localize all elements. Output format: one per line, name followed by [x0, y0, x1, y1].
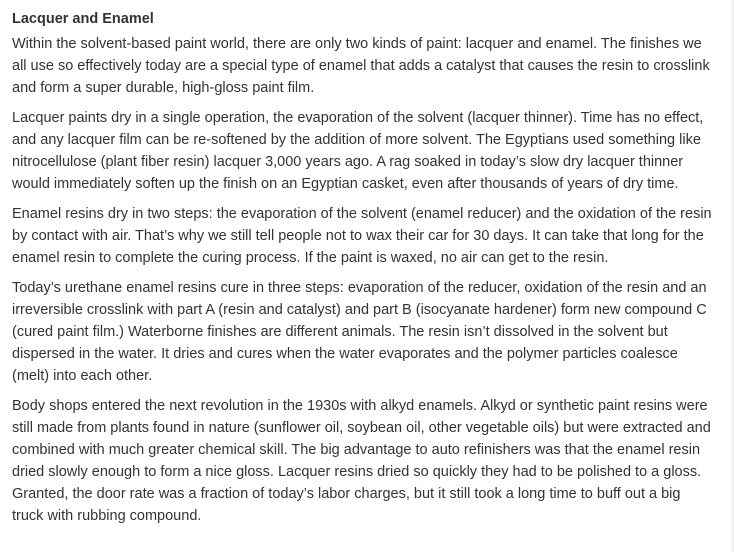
- paragraph-urethane: Today’s urethane enamel resins cure in three steps: evaporation of the reducer, oxidation of the resin and an irreversible crosslink with part A (resin and catalyst) and part B (isocyanate hardener) form new compound C (cured paint film.) Waterborne finishes are different animals. The resin isn’t dissolved in the solvent but dispersed in the water. It dries and cures when the water evaporates and the polymer particles coalesce (melt) into each other.: [12, 280, 707, 384]
- page-edge-shadow: [730, 0, 734, 552]
- paragraph-alkyd: Body shops entered the next revolution in the 1930s with alkyd enamels. Alkyd or synthetic paint resins were still made from plants found in nature (sunflower oil, soybean oil, other vegetable oils) but were extracted and combined with much greater chemical skill. The big advantage to auto refinishers was that the enamel resin dried slowly enough to form a nice gloss. Lacquer resins dried so quickly they had to be polished to a gloss. Granted, the door rate was a fraction of today’s labor charges, but it still took a long time to buff out a big truck with rubbing compound.: [12, 398, 711, 524]
- paragraph-intro: Within the solvent-based paint world, there are only two kinds of paint: lacquer and enamel. The finishes we all use so effectively today are a special type of enamel that adds a catalyst that causes the resin to crosslink and form a super durable, high-gloss paint film.: [12, 36, 710, 96]
- article-title: Lacquer and Enamel: [12, 11, 154, 27]
- article: [12, 8, 712, 535]
- paragraph-lacquer: Lacquer paints dry in a single operation, the evaporation of the solvent (lacquer thinner). Time has no effect, and any lacquer film can be re-softened by the addition of more solvent. The Egyptians used something like nitrocellulose (plant fiber resin) lacquer 3,000 years ago. A rag soaked in today’s slow dry lacquer thinner would immediately soften up the finish on an Egyptian casket, even after thousands of years of dry time.: [12, 110, 704, 192]
- paragraph-enamel: Enamel resins dry in two steps: the evaporation of the solvent (enamel reducer) and the oxidation of the resin by contact with air. That’s why we still tell people not to wax their car for 30 days. It can take that long for the enamel resin to complete the curing process. If the paint is waxed, no air can get to the resin.: [12, 206, 712, 266]
